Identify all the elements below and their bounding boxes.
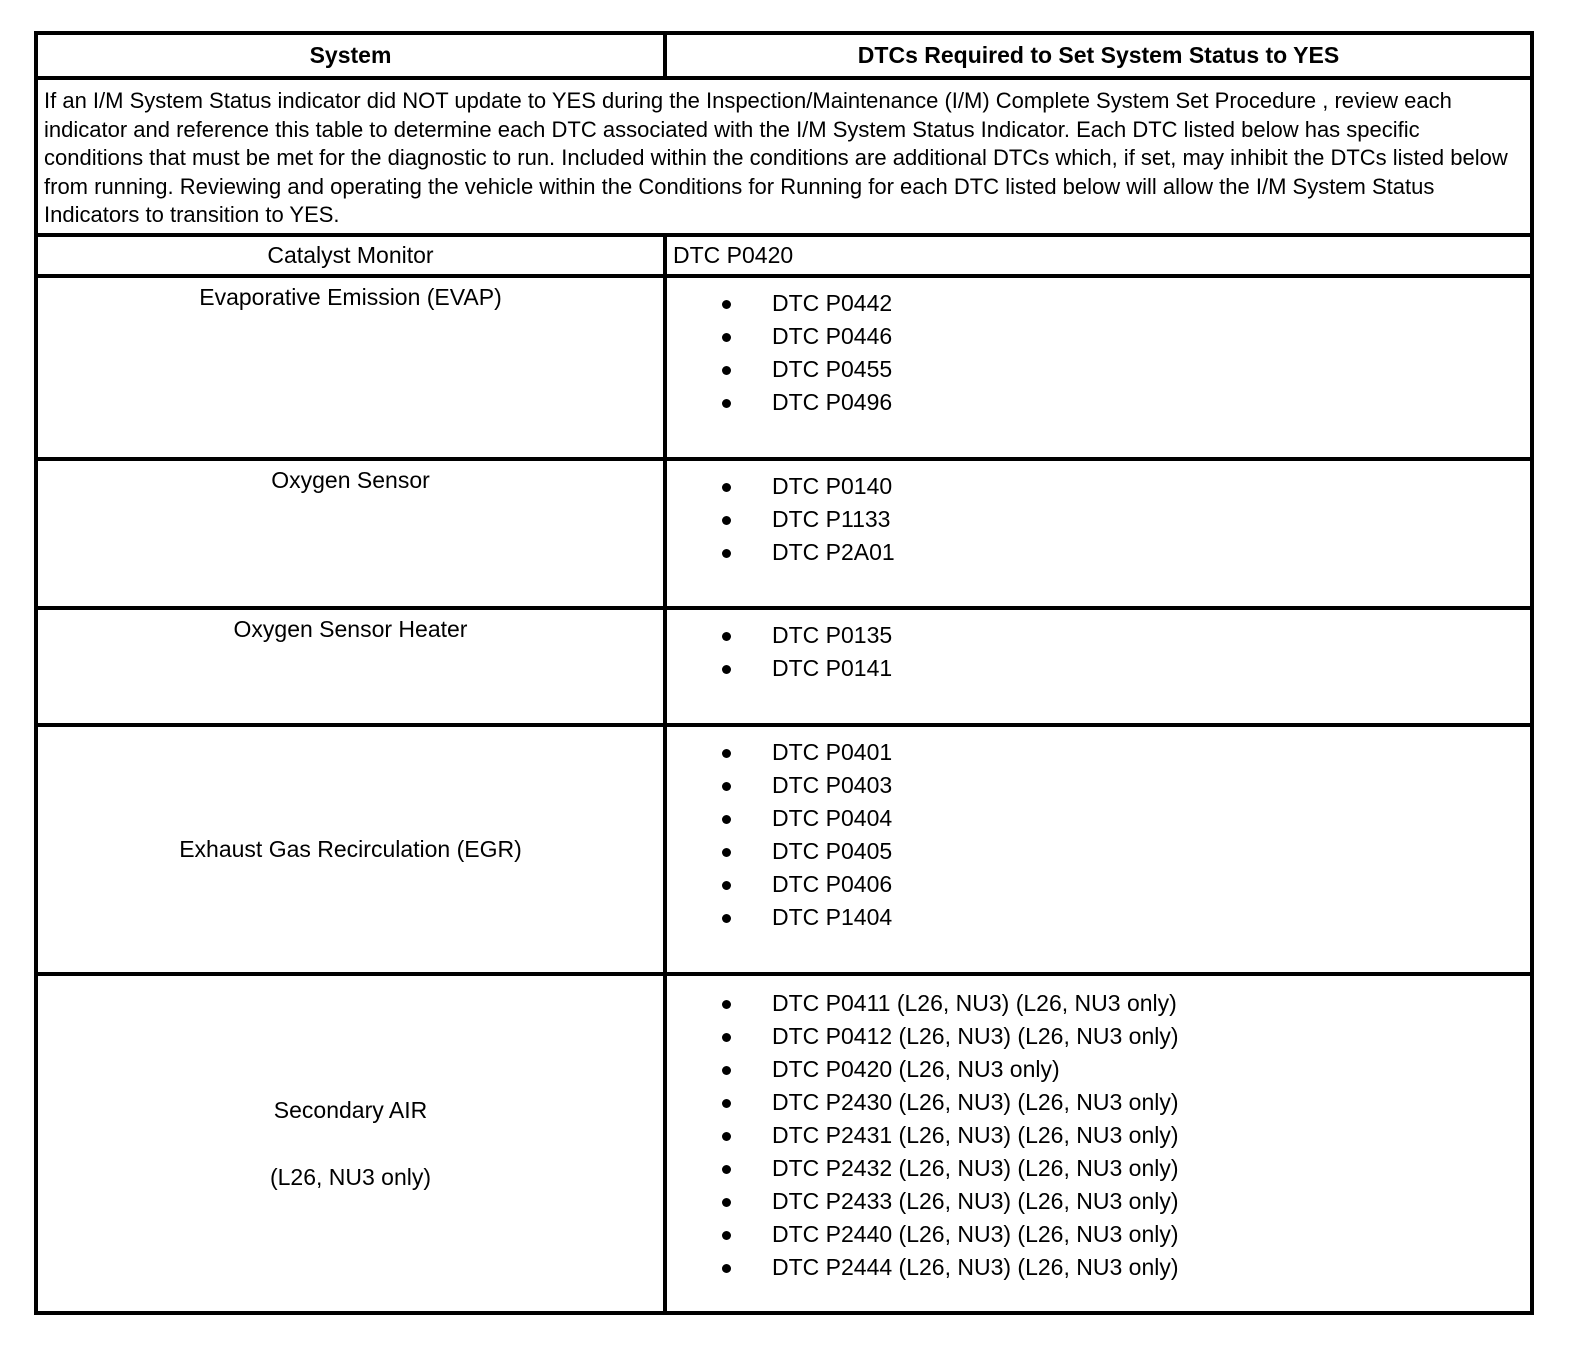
dtc-code: DTC P2A01: [772, 539, 895, 565]
dtc-code: DTC P0412 (L26, NU3) (L26, NU3 only): [772, 1023, 1179, 1049]
system-name: Secondary AIR: [273, 1096, 428, 1123]
bullet-icon: [722, 914, 731, 923]
list-item: [667, 1186, 1530, 1219]
system-name-cell: [38, 976, 667, 1311]
table-row-evap: [38, 274, 1530, 457]
dtc-code: DTC P0135: [772, 622, 893, 648]
bullet-icon: [722, 1099, 731, 1108]
bullet-icon: [722, 632, 731, 641]
bullet-icon: [722, 1165, 731, 1174]
list-item: [667, 770, 1530, 803]
list-item: [667, 737, 1530, 770]
list-item: [667, 387, 1530, 420]
bullet-icon: [722, 815, 731, 824]
table-header-row: [38, 35, 1530, 76]
dtc-code: DTC P0455: [772, 356, 893, 382]
dtc-code: DTC P0446: [772, 323, 893, 349]
bullet-icon: [722, 1132, 731, 1141]
list-item: [667, 321, 1530, 354]
table-row-egr: [38, 723, 1530, 972]
header-dtcs: DTCs Required to Set System Status to YES: [857, 42, 1340, 68]
table-row-oxygen-sensor: [38, 457, 1530, 606]
bullet-icon: [722, 483, 731, 492]
system-name: Catalyst Monitor: [38, 237, 667, 274]
bullet-icon: [722, 881, 731, 890]
bullet-icon: [722, 549, 731, 558]
system-name: Evaporative Emission (EVAP): [38, 278, 667, 457]
list-item: [667, 471, 1530, 504]
dtc-code: DTC P0496: [772, 389, 893, 415]
bullet-icon: [722, 1066, 731, 1075]
table-row-catalyst: [38, 233, 1530, 274]
dtc-cell: [667, 461, 1530, 606]
dtc-list: [667, 610, 1530, 686]
list-item: [667, 354, 1530, 387]
dtc-code: DTC P0401: [772, 739, 893, 765]
dtc-code: DTC P2433 (L26, NU3) (L26, NU3 only): [772, 1188, 1179, 1214]
bullet-icon: [722, 1198, 731, 1207]
list-item: [667, 1153, 1530, 1186]
system-name-cell: [38, 727, 667, 972]
intro-row: [38, 76, 1530, 233]
bullet-icon: [722, 1231, 731, 1240]
list-item: [667, 504, 1530, 537]
bullet-icon: [722, 333, 731, 342]
list-item: [667, 902, 1530, 935]
system-name: Oxygen Sensor Heater: [38, 610, 667, 723]
dtc-cell: [667, 278, 1530, 457]
bullet-icon: [722, 1033, 731, 1042]
bullet-icon: [722, 848, 731, 857]
dtc-code: DTC P0420 (L26, NU3 only): [772, 1056, 1060, 1082]
bullet-icon: [722, 749, 731, 758]
dtc-code: DTC P2431 (L26, NU3) (L26, NU3 only): [772, 1122, 1179, 1148]
bullet-icon: [722, 782, 731, 791]
list-item: [667, 988, 1530, 1021]
bullet-icon: [722, 399, 731, 408]
bullet-icon: [722, 516, 731, 525]
dtc-code: DTC P0442: [772, 290, 893, 316]
list-item: [667, 1219, 1530, 1252]
dtc-code: DTC P1404: [772, 904, 893, 930]
dtc-code: DTC P0411 (L26, NU3) (L26, NU3 only): [772, 990, 1177, 1016]
bullet-icon: [722, 1264, 731, 1273]
dtc-list: [667, 461, 1530, 570]
dtc-list: [667, 976, 1530, 1285]
dtc-code: DTC P0403: [772, 772, 893, 798]
dtc-cell: [667, 976, 1530, 1311]
dtc-list: [667, 278, 1530, 420]
list-item: [667, 620, 1530, 653]
list-item: [667, 1252, 1530, 1285]
bullet-icon: [722, 1000, 731, 1009]
system-name: Oxygen Sensor: [38, 461, 667, 606]
list-item: [667, 288, 1530, 321]
dtc-text: DTC P0420: [673, 242, 794, 268]
dtc-code: DTC P0405: [772, 838, 893, 864]
dtc-code: DTC P1133: [772, 506, 891, 532]
list-item: [667, 836, 1530, 869]
list-item: [667, 537, 1530, 570]
dtc-code: DTC P0406: [772, 871, 893, 897]
dtc-list: [667, 727, 1530, 935]
dtc-code: DTC P2432 (L26, NU3) (L26, NU3 only): [772, 1155, 1179, 1181]
bullet-icon: [722, 665, 731, 674]
bullet-icon: [722, 300, 731, 309]
list-item: [667, 1021, 1530, 1054]
list-item: [667, 1120, 1530, 1153]
dtc-code: DTC P2440 (L26, NU3) (L26, NU3 only): [772, 1221, 1179, 1247]
list-item: [667, 653, 1530, 686]
dtc-code: DTC P2430 (L26, NU3) (L26, NU3 only): [772, 1089, 1179, 1115]
system-name: Exhaust Gas Recirculation (EGR): [179, 836, 522, 862]
dtc-cell: [667, 610, 1530, 723]
dtc-code: DTC P0141: [772, 655, 893, 681]
list-item: [667, 803, 1530, 836]
dtc-table: [34, 31, 1534, 1315]
bullet-icon: [722, 366, 731, 375]
list-item: [667, 1054, 1530, 1087]
dtc-code: DTC P0140: [772, 473, 893, 499]
list-item: [667, 869, 1530, 902]
dtc-code: DTC P0404: [772, 805, 893, 831]
dtc-cell: [667, 727, 1530, 972]
header-system: System: [38, 35, 667, 76]
table-row-oxygen-sensor-heater: [38, 606, 1530, 723]
intro-text: If an I/M System Status indicator did NOT update to YES during the Inspection/Maintenance (I/M) Complete System Set Procedure , review each indicator and reference this table to determine each DTC associated with the I/M System Status Indicator. Each DTC listed below has specific conditions that must be met for the diagnostic to run. Included within the conditions are additional DTCs which, if set, may inhibit the DTCs listed below from running. Reviewing and operating the vehicle within the Conditions for Running for each DTC listed below will allow the I/M System Status Indicators to transition to YES.: [44, 88, 1508, 228]
system-note: (L26, NU3 only): [269, 1163, 432, 1190]
dtc-code: DTC P2444 (L26, NU3) (L26, NU3 only): [772, 1254, 1179, 1280]
list-item: [667, 1087, 1530, 1120]
table-row-secondary-air: [38, 972, 1530, 1311]
